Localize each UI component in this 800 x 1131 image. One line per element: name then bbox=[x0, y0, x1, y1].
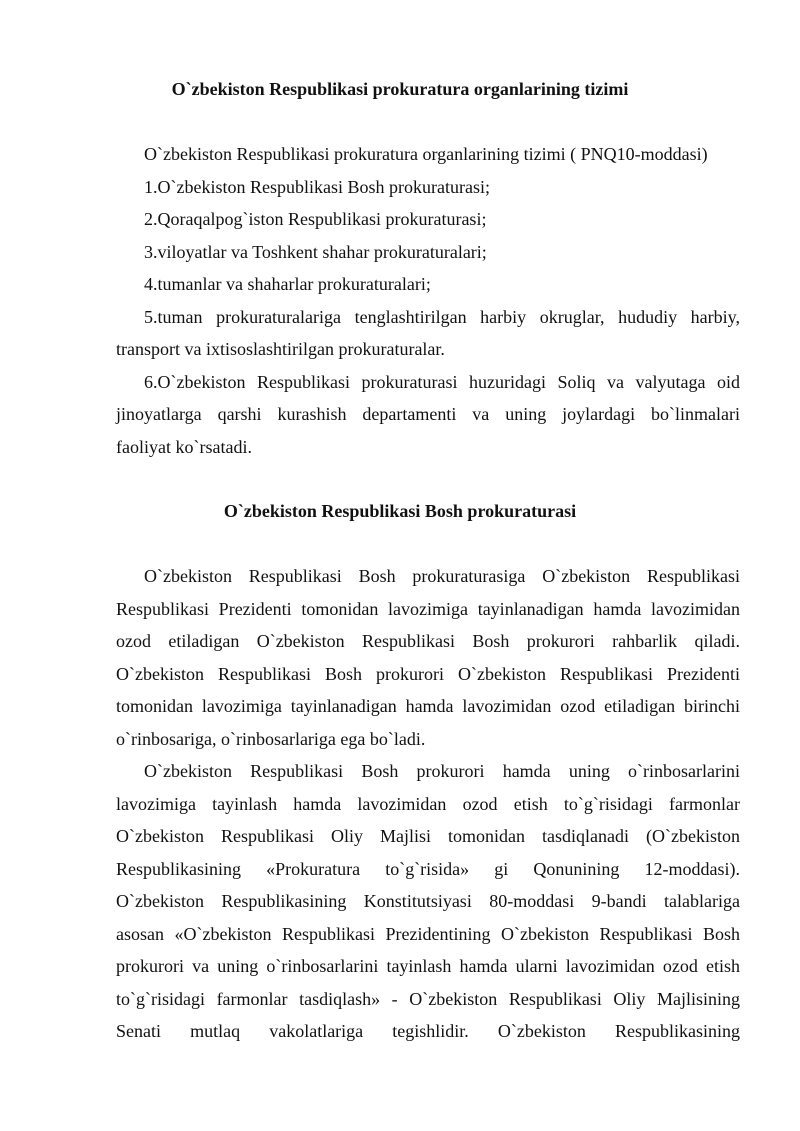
paragraph-line: O`zbekiston Respublikasi Oliy Majlisi tomonidan tasdiqlanadi (O`zbekiston bbox=[116, 826, 740, 846]
list-item: 4.tumanlar va shaharlar prokuraturalari; bbox=[144, 274, 431, 294]
list-item: 2.Qoraqalpog`iston Respublikasi prokuraturasi; bbox=[144, 209, 487, 229]
paragraph-line: Respublikasi Prezidenti tomonidan lavozimiga tayinlanadigan hamda lavozimidan bbox=[116, 599, 740, 619]
paragraph-line: to`g`risidagi farmonlar tasdiqlash» - O`zbekiston Respublikasi Oliy Majlisining bbox=[116, 989, 740, 1009]
paragraph-line: O`zbekiston Respublikasi Bosh prokuraturasiga O`zbekiston Respublikasi bbox=[144, 566, 740, 586]
paragraph-line: O`zbekiston Respublikasining Konstitutsiyasi 80-moddasi 9-bandi talablariga bbox=[116, 891, 740, 911]
list-item-continuation: transport va ixtisoslashtirilgan prokuraturalar. bbox=[116, 339, 445, 359]
paragraph-line: ozod etiladigan O`zbekiston Respublikasi Bosh prokurori rahbarlik qiladi. bbox=[116, 631, 740, 651]
paragraph-line: Respublikasining «Prokuratura to`g`risida» gi Qonunining 12-moddasi). bbox=[116, 859, 740, 879]
paragraph-line: Senati mutlaq vakolatlariga tegishlidir. O`zbekiston Respublikasining bbox=[116, 1021, 740, 1041]
list-item-continuation: jinoyatlarga qarshi kurashish departamenti va uning joylardagi bo`linmalari bbox=[116, 404, 740, 424]
list-item: 6.O`zbekiston Respublikasi prokuraturasi huzuridagi Soliq va valyutaga oid bbox=[144, 372, 740, 392]
paragraph-line: tomonidan lavozimiga tayinlanadigan hamda lavozimidan ozod etiladigan birinchi bbox=[116, 696, 740, 716]
paragraph-line: lavozimiga tayinlash hamda lavozimidan ozod etish to`g`risidagi farmonlar bbox=[116, 794, 740, 814]
paragraph-line: prokurori va uning o`rinbosarlarini tayinlash hamda ularni lavozimidan ozod etish bbox=[116, 956, 740, 976]
list-item: 5.tuman prokuraturalariga tenglashtirilgan harbiy okruglar, hududiy harbiy, bbox=[144, 307, 740, 327]
list-item-continuation: faoliyat ko`rsatadi. bbox=[116, 437, 252, 457]
paragraph-line: o`rinbosariga, o`rinbosarlariga ega bo`ladi. bbox=[116, 729, 426, 749]
list-item: 1.O`zbekiston Respublikasi Bosh prokuraturasi; bbox=[144, 177, 490, 197]
paragraph-line: O`zbekiston Respublikasi prokuratura organlarining tizimi ( PNQ10-moddasi) bbox=[144, 144, 708, 164]
paragraph-line: O`zbekiston Respublikasi Bosh prokurori O`zbekiston Respublikasi Prezidenti bbox=[116, 664, 740, 684]
paragraph-line: asosan «O`zbekiston Respublikasi Prezidentining O`zbekiston Respublikasi Bosh bbox=[116, 924, 740, 944]
paragraph-line: O`zbekiston Respublikasi Bosh prokurori hamda uning o`rinbosarlarini bbox=[144, 761, 740, 781]
section-title-general-prosecutor-office: O`zbekiston Respublikasi Bosh prokuraturasi bbox=[223, 501, 577, 521]
section-title-prosecution-system: O`zbekiston Respublikasi prokuratura organlarining tizimi bbox=[171, 79, 629, 99]
list-item: 3.viloyatlar va Toshkent shahar prokuraturalari; bbox=[144, 242, 487, 262]
